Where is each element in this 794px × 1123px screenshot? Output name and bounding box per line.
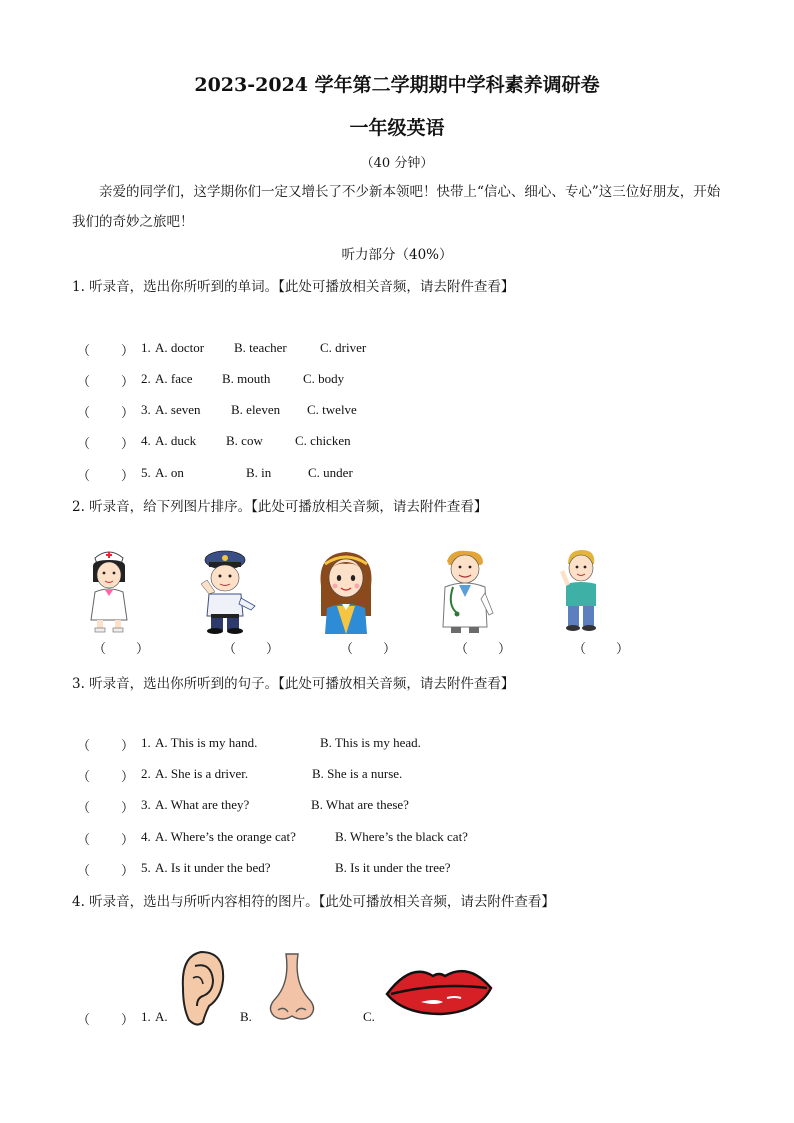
option-b: B. <box>240 1009 252 1024</box>
answer-paren-open: （ <box>77 468 91 483</box>
option-c: C. driver <box>320 340 367 355</box>
item-number: 2. <box>141 371 151 386</box>
picture-1-answer: （ ） <box>93 641 150 656</box>
answer-paren-open: （ <box>77 832 91 847</box>
item-number: 1. <box>141 340 151 355</box>
nurse-picture <box>85 548 133 634</box>
answer-paren-open: （ <box>77 1012 91 1027</box>
option-c: C. twelve <box>307 402 357 417</box>
option-a: A. duck <box>155 433 197 448</box>
option-a: A. <box>155 1009 168 1024</box>
question-4-heading: 4. 听录音，选出与所听内容相符的图片。【此处可播放相关音频，请去附件查看】 <box>72 894 555 910</box>
answer-paren-close: ） <box>121 863 135 878</box>
option-b: B. This is my head. <box>320 735 421 750</box>
option-c: C. chicken <box>295 433 351 448</box>
answer-paren-open: （ <box>77 436 91 451</box>
picture-2-answer: （ ） <box>223 641 280 656</box>
option-a: A. Where’s the orange cat? <box>155 829 296 844</box>
intro-paragraph: 亲爱的同学们，这学期你们一定又增长了不少新本领吧！快带上“信心、细心、专心”这三位好朋友，开始我们的奇妙之旅吧！ <box>72 184 721 230</box>
option-b: B. cow <box>226 433 263 448</box>
option-a: A. face <box>155 371 193 386</box>
listening-section-heading: 听力部分（40%） <box>341 247 453 263</box>
question-3-heading: 3. 听录音，选出你所听到的句子。【此处可播放相关音频，请去附件查看】 <box>72 676 515 692</box>
option-c: C. under <box>308 465 353 480</box>
doctor-picture <box>435 547 497 635</box>
item-number: 3. <box>141 402 151 417</box>
exam-duration: （40 分钟） <box>360 156 434 171</box>
option-c: C. <box>363 1009 375 1024</box>
option-b: B. mouth <box>222 371 271 386</box>
answer-paren-open: （ <box>77 343 91 358</box>
option-a: A. seven <box>155 402 201 417</box>
item-number: 2. <box>141 766 151 781</box>
option-a: A. This is my hand. <box>155 735 258 750</box>
option-b: B. in <box>246 465 272 480</box>
answer-paren-close: ） <box>121 405 135 420</box>
item-number: 5. <box>141 465 151 480</box>
nose-picture <box>264 952 320 1022</box>
item-number: 1. <box>141 1009 151 1024</box>
option-a: A. doctor <box>155 340 205 355</box>
option-a: A. She is a driver. <box>155 766 249 781</box>
answer-paren-open: （ <box>77 863 91 878</box>
option-c: C. body <box>303 371 345 386</box>
answer-paren-close: ） <box>121 738 135 753</box>
police-officer-picture <box>197 548 263 634</box>
option-b: B. Where’s the black cat? <box>335 829 468 844</box>
exam-title: 2023-2024 学年第二学期期中学科素养调研卷 <box>194 74 600 96</box>
girl-picture <box>315 546 377 634</box>
answer-paren-open: （ <box>77 738 91 753</box>
ear-picture <box>175 948 227 1028</box>
option-a: A. Is it under the bed? <box>155 860 271 875</box>
option-a: A. What are they? <box>155 797 250 812</box>
picture-3-answer: （ ） <box>340 641 397 656</box>
lips-picture <box>383 958 495 1020</box>
option-b: B. She is a nurse. <box>312 766 403 781</box>
answer-paren-close: ） <box>121 374 135 389</box>
option-b: B. What are these? <box>311 797 409 812</box>
answer-paren-close: ） <box>121 832 135 847</box>
option-b: B. teacher <box>234 340 287 355</box>
boy-picture <box>558 548 604 634</box>
option-b: B. eleven <box>231 402 281 417</box>
answer-paren-close: ） <box>121 800 135 815</box>
answer-paren-open: （ <box>77 405 91 420</box>
exam-subtitle: 一年级英语 <box>349 117 445 139</box>
picture-5-answer: （ ） <box>573 641 630 656</box>
option-b: B. Is it under the tree? <box>335 860 451 875</box>
picture-4-answer: （ ） <box>455 641 512 656</box>
item-number: 4. <box>141 433 151 448</box>
answer-paren-open: （ <box>77 769 91 784</box>
answer-paren-close: ） <box>121 468 135 483</box>
answer-paren-open: （ <box>77 800 91 815</box>
item-number: 3. <box>141 797 151 812</box>
answer-paren-close: ） <box>121 436 135 451</box>
answer-paren-close: ） <box>121 769 135 784</box>
item-number: 4. <box>141 829 151 844</box>
question-1-heading: 1. 听录音，选出你所听到的单词。【此处可播放相关音频，请去附件查看】 <box>72 279 515 295</box>
answer-paren-close: ） <box>121 343 135 358</box>
answer-paren-close: ） <box>121 1012 135 1027</box>
item-number: 5. <box>141 860 151 875</box>
item-number: 1. <box>141 735 151 750</box>
question-2-heading: 2. 听录音，给下列图片排序。【此处可播放相关音频，请去附件查看】 <box>72 499 488 515</box>
option-a: A. on <box>155 465 184 480</box>
answer-paren-open: （ <box>77 374 91 389</box>
